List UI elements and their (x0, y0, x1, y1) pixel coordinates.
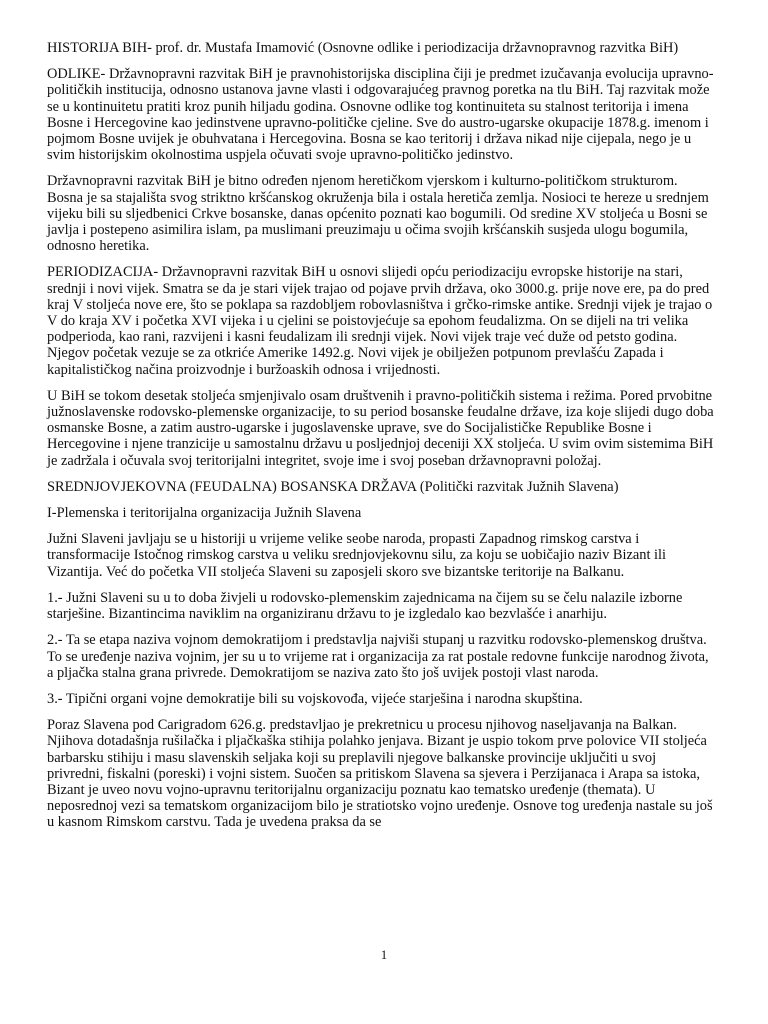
subsection-heading: I-Plemenska i teritorijalna organizacija Južnih Slavena (47, 505, 362, 522)
document-page (47, 40, 714, 841)
paragraph-odlike: ODLIKE- Državnopravni razvitak BiH je pravnohistorijska disciplina čiji je predmet izučavanja evolucija upravno-političkih institucija, odnosno ustanova javne vlasti i odgovarajućeg pravnog poretka na tlu BiH. Taj razvitak može se u kontinuitetu pratiti kroz punih hiljadu godina. Osnovne odlike tog kontinuiteta su stalnost teritorija i imena Bosne i Hercegovine kao jedinstvene upravno-političke cjeline. Sve do austro-ugarske okupacije 1878.g. imenom i pojmom Bosne uvijek je obuhvatana i Hercegovina. Bosna se kao teritorij i država nikad nije cijepala, nego je u svim historijskim okolnostima uspjela očuvati svoje upravno-političko jedinstvo. (47, 66, 714, 164)
paragraph-constantinople: Poraz Slavena pod Carigradom 626.g. predstavljao je prekretnicu u procesu njihovog naseljavanja na Balkan. Njihova dotadašnja rušilačka i pljačkaška stihija polahko jenjava. Bizant je uspio tokom prve polovice VII stoljeća barbarsku stihiju i masu slavenskih seljaka koji su preplavili njegove balkanske provincije uključiti u svoj privredni, fiskalni (poreski) i vojni sistem. Suočen sa pritiskom Slavena sa sjevera i Perzijanaca i Arapa sa istoka, Bizant je uveo novu vojno-upravnu teritorijalnu organizaciju poznatu kao tematsko uređenje (themata). U neposrednoj vezi sa tematskom organizacijom bilo je stratiotsko vojno uređenje. Osnove tog uređenja nastale su još u kasnom Rimskom carstvu. Tada je uvedena praksa da se (47, 717, 713, 831)
paragraph-point-2: 2.- Ta se etapa naziva vojnom demokratijom i predstavlja najviši stupanj u razvitku rodovsko-plemenskog društva. To se uređenje naziva vojnim, jer su u to vrijeme rat i organizacija za rat postale redovne funkcije narodnog života, a pljačka stalna grana privrede. Demokratijom se naziva zato što još uvijek postoji vlast naroda. (47, 632, 709, 681)
paragraph-systems: U BiH se tokom desetak stoljeća smjenjivalo osam društvenih i pravno-političkih sistema i režima. Pored prvobitne južnoslavenske rodovsko-plemenske organizacije, to su period bosanske feudalne države, iza koje slijedi dugo doba osmanske Bosne, a zatim austro-ugarske i jugoslavenske uprave, sve do Socijalističke Republike Bosne i Hercegovine i njene tranzicije u samostalnu državu u posljednjoj deceniji XX stoljeća. U svim ovim sistemima BiH je zadržala i očuvala svoj teritorijalni integritet, svoje ime i svoj poseban državnopravni položaj. (47, 387, 714, 469)
paragraph-point-3: 3.- Tipični organi vojne demokratije bili su vojskovođa, vijeće starješina i narodna skupština. (47, 690, 583, 707)
paragraph-point-1: 1.- Južni Slaveni su u to doba živjeli u rodovsko-plemenskim zajednicama na čijem su se čelu nalazile izborne starješine. Bizantincima naviklim na organiziranu državu to je izgledalo kao bezvlašće i anarhiju. (47, 589, 683, 623)
section-heading: SREDNJOVJEKOVNA (FEUDALNA) BOSANSKA DRŽAVA (Politički razvitak Južnih Slavena) (47, 478, 619, 495)
paragraph-periodizacija: PERIODIZACIJA- Državnopravni razvitak BiH u osnovi slijedi opću periodizaciju evropske historije na stari, srednji i novi vijek. Smatra se da je stari vijek trajao od pojave prvih država, oko 3000.g. prije nove ere, pa do pred kraj V stoljeća nove ere, što se poklapa sa razdobljem robovlasništva i grčko-rimske antike. Srednji vijek je trajao o V do kraja XV i početka XVI vijeka i u cjelini se poistovjećuje sa epohom feudalizma. On se dijeli na tri velika podperioda, kao rani, razvijeni i kasni feudalizam ili srednji vijek. Novi vijek traje već duže od petsto godina. Njegov početak vezuje se za otkriće Amerike 1492.g. Novi vijek je obilježen potpunom prevlašću Zapada i kapitalističkog načina proizvodnje i buržoaskih odnosa i vrijednosti. (47, 264, 713, 378)
page-number: 1 (380, 948, 388, 962)
paragraph-heretical-structure: Državnopravni razvitak BiH je bitno određen njenom heretičkom vjerskom i kulturno-političkom strukturom. Bosna je sa stajališta svog striktno kršćanskog okruženja bila i ostala heretiča zemlja. Nosioci te hereze u srednjem vijeku bili su sljedbenici Crkve bosanske, danas općenito poznati kao bogumili. Od sredine XV stoljeća u Bosni se javlja i postepeno asimilira islam, pa muslimani preuzimaju u očima svojih kršćanskih susjeda ulogu bogumila, odnosno heretika. (47, 173, 709, 255)
document-title: HISTORIJA BIH- prof. dr. Mustafa Imamović (Osnovne odlike i periodizacija državnopravnog razvitka BiH) (47, 40, 679, 56)
paragraph-south-slavs: Južni Slaveni javljaju se u historiji u vrijeme velike seobe naroda, propasti Zapadnog rimskog carstva i transformacije Istočnog rimskog carstva u veliku srednjovjekovnu silu, za koju se uobičajio naziv Bizant ili Vizantija. Već do početka VII stoljeća Slaveni su zaposjeli skoro sve bizantske teritorije na Balkanu. (47, 531, 667, 580)
